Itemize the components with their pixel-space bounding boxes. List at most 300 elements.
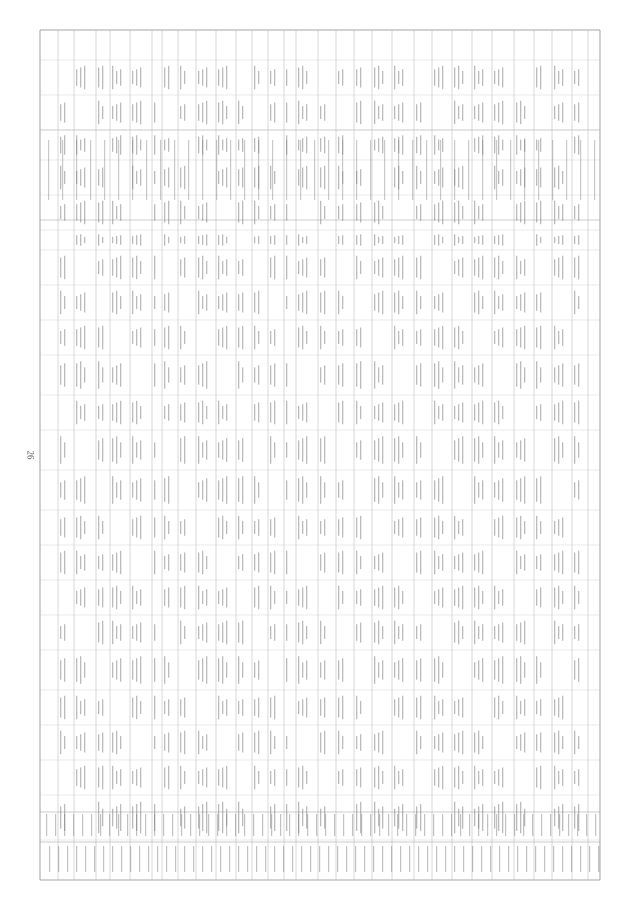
cell-text-mark-961	[478, 206, 479, 219]
cell-text-mark-626	[320, 662, 321, 677]
cell-text-mark-1218	[574, 482, 575, 497]
header-text-mark-1320	[433, 814, 434, 836]
cell-text-mark-196	[132, 331, 133, 344]
header-text-mark-1249	[112, 846, 113, 872]
header-text-mark-1259	[157, 846, 158, 872]
cell-text-mark-332	[202, 256, 203, 279]
cell-text-mark-389	[222, 294, 223, 311]
cell-text-mark-231	[154, 171, 155, 184]
cell-text-mark-929	[462, 519, 463, 536]
header-text-mark-1277	[238, 846, 239, 872]
cell-text-mark-221	[136, 696, 137, 719]
cell-text-mark-687	[360, 440, 361, 459]
header-text-mark-1336	[505, 814, 506, 836]
cell-text-mark-99	[98, 361, 99, 389]
cell-text-mark-1176	[562, 517, 563, 537]
cell-text-mark-837	[420, 624, 421, 641]
cell-text-mark-468	[254, 292, 255, 312]
cell-text-mark-767	[394, 167, 395, 187]
cell-text-mark-690	[356, 551, 357, 574]
cell-text-mark-25	[64, 624, 65, 641]
cell-text-mark-451	[242, 662, 243, 677]
cell-text-mark-944	[462, 731, 463, 754]
cell-text-mark-270	[164, 589, 165, 606]
cell-text-mark-1119	[540, 237, 541, 243]
cell-text-mark-246	[164, 67, 165, 87]
cell-text-mark-873	[434, 480, 435, 499]
cell-text-mark-828	[416, 436, 417, 464]
cell-text-mark-348	[206, 478, 207, 501]
header-text-mark-1333	[490, 846, 491, 872]
cell-text-mark-1063	[520, 140, 521, 151]
header-text-mark-1286	[280, 814, 281, 836]
cell-text-mark-250	[164, 169, 165, 186]
cell-text-mark-867	[434, 363, 435, 386]
cell-text-mark-289	[184, 236, 185, 244]
cell-text-mark-358	[198, 660, 199, 679]
cell-text-mark-1139	[540, 699, 541, 716]
top-text-mark-1381	[370, 140, 371, 200]
cell-text-mark-1205	[578, 204, 579, 221]
cell-text-mark-311	[184, 731, 185, 754]
top-text-mark-1393	[538, 140, 539, 200]
cell-text-mark-977	[482, 401, 483, 424]
cell-text-mark-1058	[502, 802, 503, 834]
cell-text-mark-948	[454, 802, 455, 834]
cell-text-mark-1140	[536, 734, 537, 751]
cell-text-mark-708	[378, 106, 379, 119]
cell-text-mark-1175	[558, 519, 559, 536]
cell-text-mark-838	[416, 660, 417, 679]
header-text-mark-1243	[85, 846, 86, 872]
cell-text-mark-324	[206, 140, 207, 151]
cell-text-mark-904	[458, 167, 459, 187]
header-text-mark-1316	[415, 814, 416, 836]
cell-text-mark-222	[140, 701, 141, 714]
cell-text-mark-138	[120, 256, 121, 279]
cell-text-mark-735	[378, 476, 379, 504]
cell-text-mark-1001	[482, 769, 483, 786]
cell-text-mark-909	[454, 234, 455, 245]
cell-text-mark-1202	[574, 137, 575, 154]
cell-text-mark-1232	[574, 806, 575, 828]
cell-text-mark-734	[374, 478, 375, 501]
cell-text-mark-608	[320, 259, 321, 276]
cell-text-mark-654	[338, 519, 339, 536]
cell-text-mark-740	[374, 589, 375, 606]
cell-text-mark-755	[374, 802, 375, 834]
cell-text-mark-623	[324, 552, 325, 572]
cell-text-mark-31	[64, 736, 65, 749]
cell-text-mark-781	[402, 329, 403, 346]
cell-text-mark-643	[342, 235, 343, 245]
cell-text-mark-619	[324, 482, 325, 497]
cell-text-mark-293	[184, 331, 185, 344]
cell-text-mark-430	[238, 202, 239, 222]
cell-text-mark-426	[238, 140, 239, 151]
cell-text-mark-1092	[516, 551, 517, 574]
cell-text-mark-129	[120, 135, 121, 154]
cell-text-mark-997	[478, 731, 479, 754]
cell-text-mark-277	[168, 732, 169, 752]
header-text-mark-1252	[127, 814, 128, 836]
header-text-mark-1310	[388, 814, 389, 836]
cell-text-mark-274	[164, 701, 165, 714]
cell-text-mark-1181	[558, 586, 559, 609]
cell-text-mark-211	[132, 586, 133, 609]
cell-text-mark-856	[438, 202, 439, 222]
cell-text-mark-803	[394, 699, 395, 716]
cell-text-mark-1030	[498, 401, 499, 424]
cell-text-mark-660	[338, 660, 339, 679]
cell-text-mark-716	[374, 234, 375, 245]
cell-text-mark-995	[482, 658, 483, 681]
cell-text-mark-529	[286, 102, 287, 122]
cell-text-mark-801	[398, 660, 399, 679]
cell-text-mark-21	[64, 517, 65, 537]
cell-text-mark-943	[458, 732, 459, 752]
cell-text-mark-1015	[498, 171, 499, 184]
cell-text-mark-38	[80, 140, 81, 151]
cell-text-mark-515	[274, 551, 275, 574]
cell-text-mark-488	[254, 732, 255, 752]
header-text-mark-1315	[409, 846, 410, 872]
cell-text-mark-260	[164, 361, 165, 389]
cell-text-mark-647	[342, 329, 343, 346]
cell-text-mark-671	[360, 101, 361, 124]
cell-text-mark-1066	[520, 169, 521, 186]
cell-text-mark-1046	[502, 622, 503, 642]
header-text-mark-1238	[64, 814, 65, 836]
header-text-mark-1257	[148, 846, 149, 872]
cell-text-mark-110	[102, 587, 103, 607]
header-text-mark-1266	[190, 814, 191, 836]
cell-text-mark-248	[164, 140, 165, 151]
cell-text-mark-109	[98, 589, 99, 606]
cell-text-mark-224	[136, 769, 137, 786]
cell-text-mark-273	[168, 662, 169, 677]
cell-text-mark-1209	[578, 256, 579, 279]
cell-text-mark-93	[98, 234, 99, 245]
cell-text-mark-0	[60, 104, 61, 121]
cell-text-mark-858	[434, 235, 435, 245]
cell-text-mark-821	[420, 256, 421, 279]
header-text-mark-1312	[397, 814, 398, 836]
cell-text-mark-910	[458, 237, 459, 243]
cell-text-mark-504	[270, 331, 271, 344]
cell-text-mark-698	[356, 736, 357, 749]
cell-text-mark-404	[222, 516, 223, 539]
cell-text-mark-170	[116, 771, 117, 784]
cell-text-mark-1099	[520, 656, 521, 684]
top-text-mark-1380	[356, 140, 357, 200]
cell-text-mark-1043	[502, 589, 503, 606]
cell-text-mark-805	[402, 696, 403, 719]
cell-text-mark-94	[102, 237, 103, 243]
cell-text-mark-870	[434, 401, 435, 424]
cell-text-mark-897	[454, 67, 455, 87]
cell-text-mark-792	[398, 519, 399, 536]
cell-text-mark-927	[454, 516, 455, 539]
header-text-mark-1293	[310, 846, 311, 872]
cell-text-mark-582	[298, 589, 299, 606]
cell-text-mark-723	[378, 292, 379, 312]
cell-text-mark-146	[116, 402, 117, 422]
header-text-mark-1307	[373, 846, 374, 872]
cell-text-mark-382	[218, 235, 219, 245]
cell-text-mark-190	[132, 257, 133, 277]
cell-text-mark-791	[394, 521, 395, 534]
cell-text-mark-908	[462, 206, 463, 219]
cell-text-mark-6	[60, 206, 61, 219]
header-text-mark-1354	[586, 814, 587, 836]
cell-text-mark-573	[298, 440, 299, 459]
cell-text-mark-620	[320, 521, 321, 534]
cell-text-mark-315	[184, 806, 185, 828]
cell-text-mark-695	[360, 622, 361, 642]
cell-text-mark-556	[302, 167, 303, 187]
cell-text-mark-352	[198, 586, 199, 609]
cell-text-mark-469	[258, 291, 259, 314]
cell-text-mark-318	[206, 67, 207, 87]
top-text-mark-1363	[118, 140, 119, 200]
cell-text-mark-42	[84, 167, 85, 187]
cell-text-mark-763	[402, 102, 403, 122]
cell-text-mark-906	[454, 202, 455, 222]
header-text-mark-1352	[577, 814, 578, 836]
cell-text-mark-272	[164, 656, 165, 684]
cell-text-mark-435	[242, 292, 243, 312]
cell-text-mark-458	[254, 66, 255, 89]
cell-text-mark-212	[136, 591, 137, 604]
cell-text-mark-141	[120, 296, 121, 309]
cell-text-mark-68	[80, 556, 81, 569]
cell-text-mark-941	[462, 697, 463, 717]
cell-text-mark-216	[140, 622, 141, 642]
cell-text-mark-968	[482, 256, 483, 279]
cell-text-mark-557	[306, 166, 307, 189]
cell-text-mark-234	[154, 296, 155, 309]
cell-text-mark-376	[218, 135, 219, 154]
cell-text-mark-778	[402, 296, 403, 309]
top-text-mark-1385	[426, 140, 427, 200]
cell-text-mark-214	[132, 626, 133, 639]
cell-text-mark-962	[482, 204, 483, 221]
header-text-mark-1322	[442, 814, 443, 836]
cell-text-mark-276	[164, 734, 165, 751]
header-text-mark-1302	[352, 814, 353, 836]
cell-text-mark-966	[474, 259, 475, 276]
header-text-mark-1268	[199, 814, 200, 836]
cell-text-mark-399	[226, 438, 227, 461]
cell-text-mark-896	[442, 766, 443, 789]
cell-text-mark-560	[306, 236, 307, 244]
header-text-mark-1300	[343, 814, 344, 836]
header-text-mark-1313	[400, 846, 401, 872]
cell-text-mark-130	[112, 201, 113, 224]
cell-text-mark-503	[274, 256, 275, 279]
cell-text-mark-193	[132, 291, 133, 314]
cell-text-mark-286	[180, 201, 181, 224]
cell-text-mark-1010	[502, 101, 503, 124]
cell-text-mark-307	[184, 626, 185, 639]
cell-text-mark-1041	[494, 586, 495, 609]
cell-text-mark-386	[222, 261, 223, 274]
cell-text-mark-666	[338, 771, 339, 784]
cell-text-mark-790	[402, 480, 403, 499]
cell-text-mark-412	[218, 658, 219, 681]
cell-text-mark-284	[180, 167, 181, 187]
cell-text-mark-306	[180, 621, 181, 644]
cell-text-mark-502	[270, 257, 271, 277]
cell-text-mark-456	[238, 802, 239, 834]
cell-text-mark-635	[342, 69, 343, 86]
cell-text-mark-329	[202, 235, 203, 245]
header-text-mark-1239	[67, 846, 68, 872]
header-text-mark-1281	[256, 846, 257, 872]
cell-text-mark-600	[320, 106, 321, 119]
cell-text-mark-1185	[562, 624, 563, 641]
cell-text-mark-1114	[536, 169, 537, 186]
top-text-mark-1379	[342, 140, 343, 200]
cell-text-mark-990	[474, 621, 475, 644]
cell-text-mark-236	[154, 363, 155, 386]
cell-text-mark-476	[254, 476, 255, 504]
cell-text-mark-61	[76, 480, 77, 499]
cell-text-mark-848	[442, 66, 443, 89]
cell-text-mark-568	[302, 326, 303, 349]
header-text-mark-1288	[289, 814, 290, 836]
cell-text-mark-537	[286, 442, 287, 457]
cell-text-mark-711	[378, 138, 379, 152]
cell-text-mark-584	[306, 586, 307, 609]
cell-text-mark-544	[286, 769, 287, 786]
cell-text-mark-247	[168, 66, 169, 89]
header-text-mark-1283	[265, 846, 266, 872]
cell-text-mark-1156	[554, 237, 555, 243]
cell-text-mark-4	[60, 166, 61, 189]
cell-text-mark-542	[286, 658, 287, 681]
cell-text-mark-23	[64, 551, 65, 574]
cell-text-mark-384	[226, 237, 227, 243]
cell-text-mark-336	[206, 294, 207, 311]
cell-text-mark-772	[402, 235, 403, 245]
cell-text-mark-704	[374, 67, 375, 87]
cell-text-mark-1149	[562, 102, 563, 122]
cell-text-mark-383	[222, 234, 223, 245]
cell-text-mark-718	[382, 236, 383, 244]
cell-text-mark-45	[84, 201, 85, 224]
cell-text-mark-814	[416, 137, 417, 154]
cell-text-mark-223	[132, 771, 133, 784]
cell-text-mark-521	[274, 696, 275, 719]
cell-text-mark-1136	[536, 656, 537, 684]
cell-text-mark-60	[84, 404, 85, 421]
cell-text-mark-424	[238, 101, 239, 124]
cell-text-mark-804	[398, 697, 399, 717]
cell-text-mark-884	[442, 587, 443, 607]
cell-text-mark-1133	[540, 554, 541, 571]
cell-text-mark-8	[60, 257, 61, 277]
cell-text-mark-359	[202, 658, 203, 681]
cell-text-mark-63	[84, 476, 85, 504]
cell-text-mark-436	[238, 327, 239, 347]
cell-text-mark-813	[420, 102, 421, 122]
cell-text-mark-240	[154, 551, 155, 574]
cell-text-mark-1122	[536, 327, 537, 347]
cell-text-mark-71	[80, 589, 81, 606]
cell-text-mark-787	[402, 442, 403, 457]
cell-text-mark-371	[222, 67, 223, 87]
cell-text-mark-154	[112, 554, 113, 571]
cell-text-mark-1077	[516, 329, 517, 346]
cell-text-mark-257	[168, 292, 169, 312]
cell-text-mark-764	[394, 138, 395, 152]
cell-text-mark-327	[206, 202, 207, 222]
cell-text-mark-287	[184, 206, 185, 219]
cell-text-mark-377	[222, 140, 223, 151]
header-text-mark-1295	[319, 846, 320, 872]
cell-text-mark-936	[454, 622, 455, 642]
cell-text-mark-616	[320, 438, 321, 461]
cell-text-mark-586	[302, 621, 303, 644]
cell-text-mark-846	[434, 69, 435, 86]
cell-text-mark-113	[98, 701, 99, 714]
cell-text-mark-486	[254, 699, 255, 716]
cell-text-mark-1104	[516, 736, 517, 749]
cell-text-mark-652	[338, 482, 339, 497]
header-text-mark-1241	[76, 846, 77, 872]
cell-text-mark-919	[458, 367, 459, 382]
cell-text-mark-593	[306, 697, 307, 717]
cell-text-mark-946	[458, 766, 459, 789]
cell-text-mark-1123	[540, 326, 541, 349]
cell-text-mark-95	[98, 261, 99, 274]
cell-text-mark-1060	[520, 101, 521, 124]
cell-text-mark-994	[478, 660, 479, 679]
cell-text-mark-369	[206, 802, 207, 834]
cell-text-mark-197	[136, 329, 137, 346]
cell-text-mark-1227	[578, 658, 579, 681]
cell-text-mark-229	[154, 102, 155, 122]
cell-text-mark-133	[112, 237, 113, 243]
cell-text-mark-334	[198, 291, 199, 314]
cell-text-mark-614	[320, 367, 321, 382]
cell-text-mark-2	[60, 137, 61, 154]
cell-text-mark-5	[64, 171, 65, 184]
cell-text-mark-354	[206, 589, 207, 606]
cell-text-mark-320	[202, 102, 203, 122]
cell-text-mark-1098	[516, 658, 517, 681]
cell-text-mark-254	[164, 234, 165, 245]
cell-text-mark-506	[270, 365, 271, 384]
cell-text-mark-1017	[494, 236, 495, 244]
top-text-mark-1388	[468, 140, 469, 200]
cell-text-mark-350	[202, 551, 203, 574]
cell-text-mark-155	[116, 552, 117, 572]
cell-text-mark-817	[420, 171, 421, 184]
cell-text-mark-173	[116, 806, 117, 828]
cell-text-mark-1134	[536, 589, 537, 606]
cell-text-mark-1206	[574, 236, 575, 244]
cell-text-mark-524	[270, 771, 271, 784]
cell-text-mark-588	[298, 656, 299, 684]
cell-text-mark-349	[198, 552, 199, 572]
cell-text-mark-1018	[498, 235, 499, 245]
cell-text-mark-150	[120, 442, 121, 457]
cell-text-mark-693	[360, 589, 361, 606]
cell-text-mark-406	[218, 591, 219, 604]
